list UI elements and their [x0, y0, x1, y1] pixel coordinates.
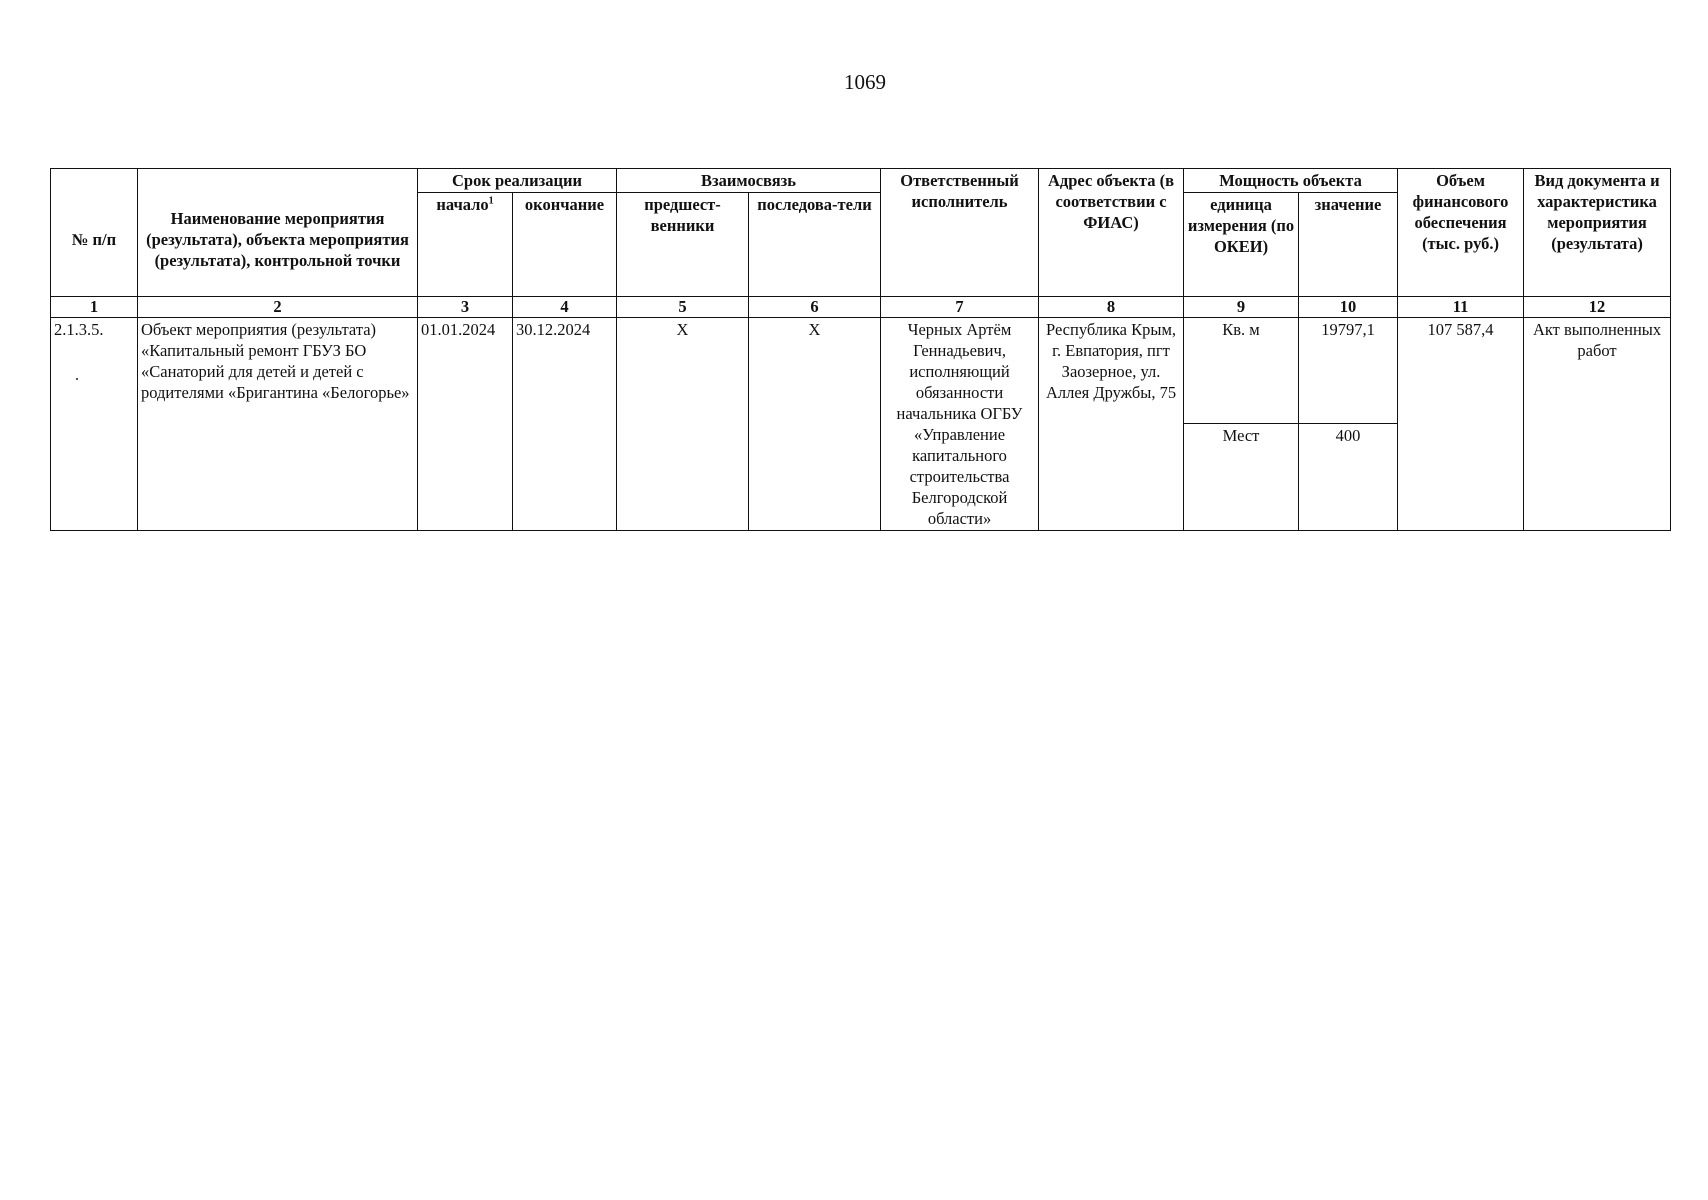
scan-mark — [76, 378, 78, 380]
row-succ: Х — [749, 318, 881, 531]
plan-table — [50, 168, 1671, 531]
page-number: 1069 — [844, 70, 886, 94]
header-doc: Вид документа и характеристика мероприятия (результата) — [1524, 169, 1671, 297]
header-value: значение — [1299, 193, 1398, 297]
column-number: 4 — [513, 297, 617, 318]
header-start-label: начало — [436, 195, 489, 214]
header-start-footnote: 1 — [488, 195, 494, 207]
capacity-value: 400 — [1299, 423, 1398, 530]
row-pred: Х — [617, 318, 749, 531]
row-address: Республика Крым, г. Евпатория, пгт Заозерное, ул. Аллея Дружбы, 75 — [1039, 318, 1184, 531]
header-address: Адрес объекта (в соответствии с ФИАС) — [1039, 169, 1184, 297]
column-number: 11 — [1398, 297, 1524, 318]
header-succ: последова-тели — [749, 193, 881, 297]
header-pred: предшест-венники — [617, 193, 749, 297]
header-row-1 — [51, 169, 1671, 193]
column-number: 8 — [1039, 297, 1184, 318]
row-name: Объект мероприятия (результата) «Капитальный ремонт ГБУЗ БО «Санаторий для детей и детей с родителями «Бригантина «Белогорье» — [138, 318, 418, 531]
row-start: 01.01.2024 — [418, 318, 513, 531]
column-number: 5 — [617, 297, 749, 318]
header-period: Срок реализации — [418, 169, 617, 193]
header-responsible: Ответственный исполнитель — [881, 169, 1039, 297]
header-start — [418, 193, 513, 297]
column-number: 10 — [1299, 297, 1398, 318]
column-number: 3 — [418, 297, 513, 318]
row-doc: Акт выполненных работ — [1524, 318, 1671, 531]
header-capacity: Мощность объекта — [1184, 169, 1398, 193]
header-end: окончание — [513, 193, 617, 297]
column-number: 6 — [749, 297, 881, 318]
column-number: 12 — [1524, 297, 1671, 318]
column-number: 1 — [51, 297, 138, 318]
header-unit: единица измерения (по ОКЕИ) — [1184, 193, 1299, 297]
row-end: 30.12.2024 — [513, 318, 617, 531]
capacity-unit: Кв. м — [1184, 318, 1299, 424]
row-responsible: Черных Артём Геннадьевич, исполняющий обязанности начальника ОГБУ «Управление капитального строительства Белгородской области» — [881, 318, 1039, 531]
header-num: № п/п — [51, 169, 138, 297]
column-number: 9 — [1184, 297, 1299, 318]
column-number-row — [51, 297, 1671, 318]
header-finance: Объем финансового обеспечения (тыс. руб.) — [1398, 169, 1524, 297]
row-finance: 107 587,4 — [1398, 318, 1524, 531]
column-number: 7 — [881, 297, 1039, 318]
row-num: 2.1.3.5. — [51, 318, 138, 531]
capacity-unit: Мест — [1184, 423, 1299, 530]
header-name: Наименование мероприятия (результата), объекта мероприятия (результата), контрольной точки — [138, 169, 418, 297]
column-number: 2 — [138, 297, 418, 318]
header-link: Взаимосвязь — [617, 169, 881, 193]
table-row — [51, 318, 1671, 424]
capacity-value: 19797,1 — [1299, 318, 1398, 424]
